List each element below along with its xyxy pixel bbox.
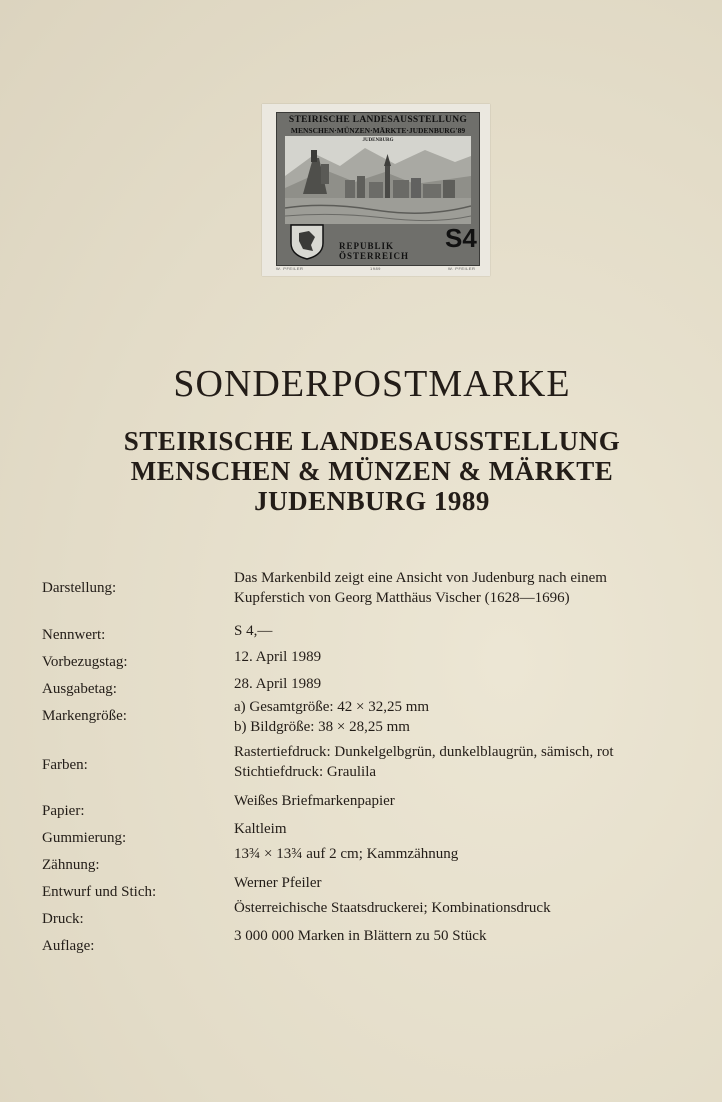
spec-label-farben: Farben:: [42, 757, 88, 773]
stamp-credit-right: W. PFEILER: [448, 266, 476, 271]
stamp-frame: [276, 112, 480, 266]
spec-value-darstellung: Das Markenbild zeigt eine Ansicht von Judenburg nach einem: [234, 570, 607, 586]
spec-label-ausgabetag: Ausgabetag:: [42, 681, 117, 697]
spec-value-farben: Rastertiefdruck: Dunkelgelbgrün, dunkelblaugrün, sämisch, rot: [234, 744, 614, 760]
spec-value-zaehnung: 13¾ × 13¾ auf 2 cm; Kammzähnung: [234, 846, 459, 862]
stamp-image: [262, 104, 490, 276]
stamp-country-line1: REPUBLIK: [339, 241, 395, 251]
spec-label-auflage: Auflage:: [42, 938, 95, 954]
stamp-header-line2: MENSCHEN·MÜNZEN·MÄRKTE·JUDENBURG'89: [290, 126, 466, 135]
stamp-engraving-scene: [285, 136, 471, 224]
spec-value-markengroesse-b: b) Bildgröße: 38 × 28,25 mm: [234, 719, 410, 735]
stamp-face-value: S4: [445, 223, 477, 253]
spec-label-entwurf: Entwurf und Stich:: [42, 884, 157, 900]
spec-value-darstellung-line2: Kupferstich von Georg Matthäus Vischer (1628—1696): [234, 590, 570, 606]
stamp-country-line2: ÖSTERREICH: [339, 251, 410, 261]
spec-value-farben-line2: Stichtiefdruck: Graulila: [234, 764, 377, 780]
spec-label-gummierung: Gummierung:: [42, 830, 127, 846]
spec-value-papier: Weißes Briefmarkenpapier: [234, 793, 395, 809]
spec-label-nennwert: Nennwert:: [42, 627, 106, 643]
spec-label-papier: Papier:: [42, 803, 85, 819]
spec-label-markengroesse: Markengröße:: [42, 708, 127, 724]
subtitle-line-1: STEIRISCHE LANDESAUSSTELLUNG: [123, 426, 621, 456]
spec-value-entwurf: Werner Pfeiler: [234, 875, 322, 891]
spec-label-vorbezugstag: Vorbezugstag:: [42, 654, 128, 670]
subtitle-line-3: JUDENBURG 1989: [254, 486, 490, 516]
spec-label-druck: Druck:: [42, 911, 84, 927]
spec-value-auflage: 3 000 000 Marken in Blättern zu 50 Stück: [234, 928, 487, 944]
stamp-place-label: JUDENBURG: [362, 138, 394, 143]
spec-label-zaehnung: Zähnung:: [42, 857, 100, 873]
subtitle-line-2: MENSCHEN & MÜNZEN & MÄRKTE: [130, 456, 614, 486]
stamp-credit-left: W. PFEILER: [276, 266, 304, 271]
spec-value-vorbezugstag: 12. April 1989: [234, 649, 322, 665]
stamp-header-line1: STEIRISCHE LANDESAUSSTELLUNG: [288, 115, 468, 125]
stamp-credit-mid: 1989: [370, 266, 381, 271]
spec-value-druck: Österreichische Staatsdruckerei; Kombinationsdruck: [234, 900, 551, 916]
spec-label-darstellung: Darstellung:: [42, 580, 117, 596]
spec-value-gummierung: Kaltleim: [234, 821, 287, 837]
town-engraving-illustration: [285, 136, 471, 224]
page-title: SONDERPOSTMARKE: [173, 363, 571, 405]
spec-value-nennwert: S 4,—: [234, 623, 273, 639]
spec-value-ausgabetag: 28. April 1989: [234, 676, 322, 692]
spec-value-markengroesse-a: a) Gesamtgröße: 42 × 32,25 mm: [234, 699, 430, 715]
coat-of-arms-icon: [287, 221, 327, 261]
